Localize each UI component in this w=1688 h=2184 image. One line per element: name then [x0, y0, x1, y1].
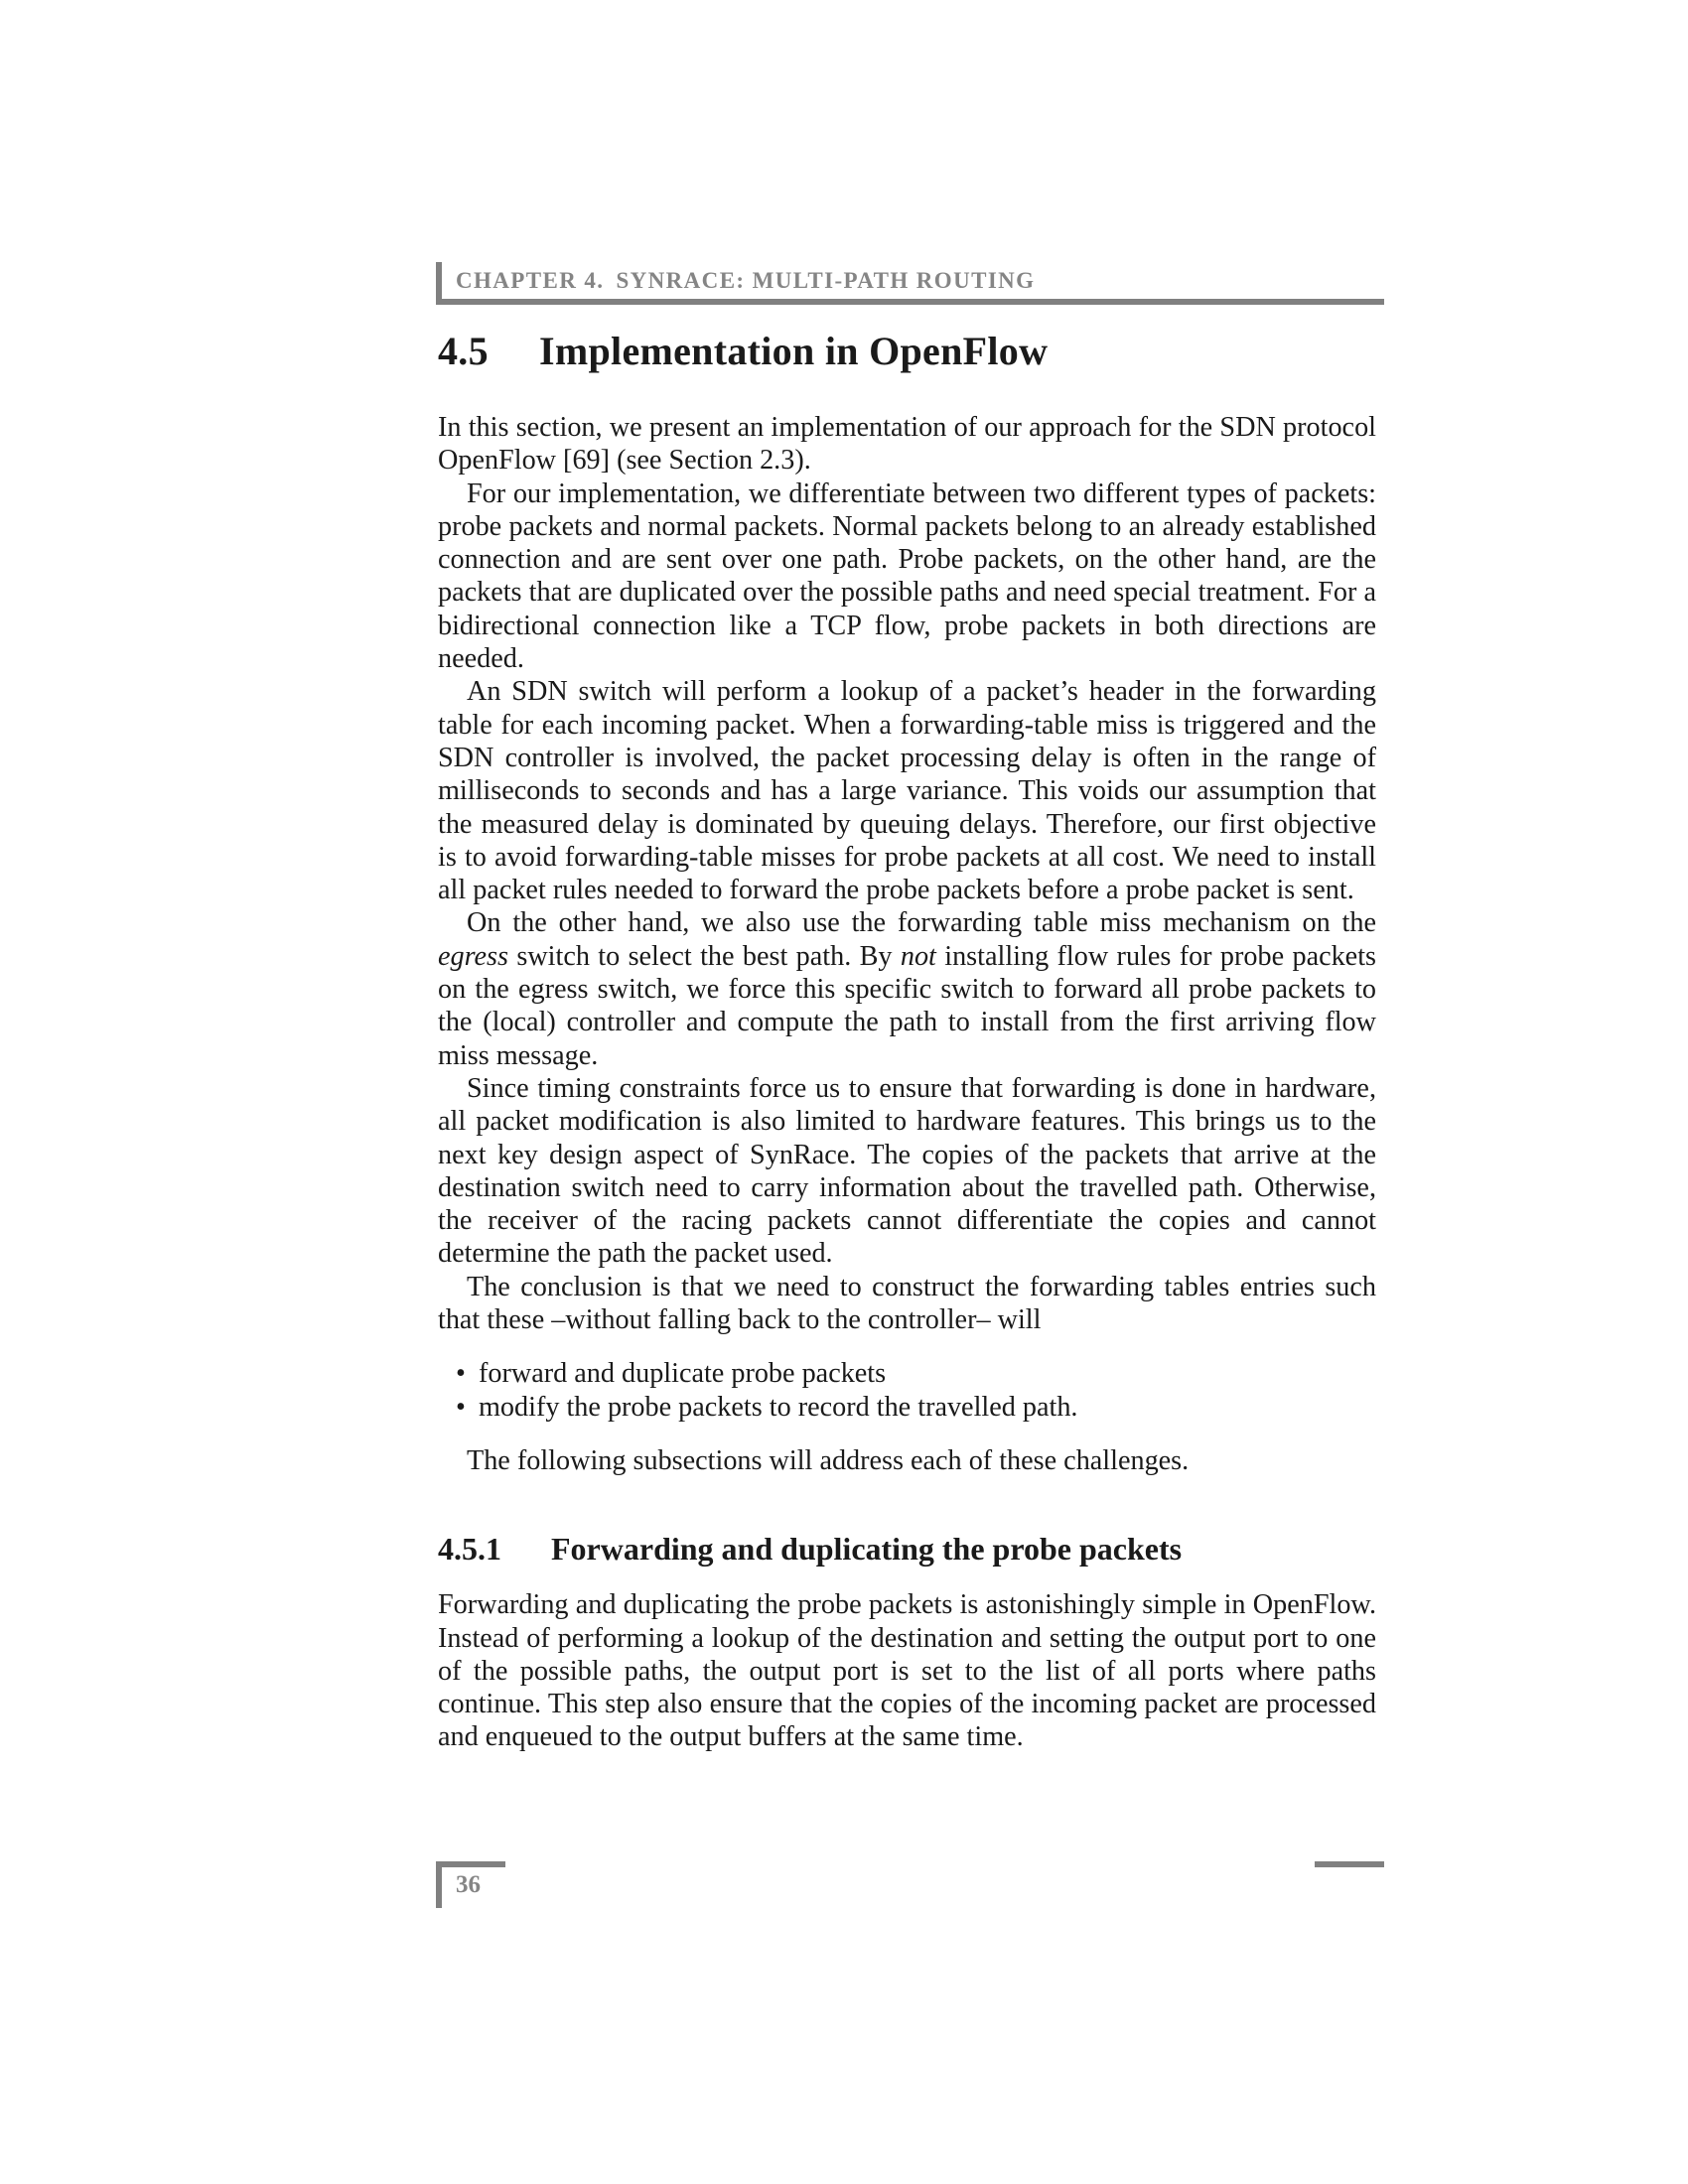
- bullet-dot-icon: •: [456, 1391, 466, 1423]
- header-text: [456, 268, 1035, 294]
- header-chapter: CHAPTER 4.: [456, 268, 605, 293]
- section-heading: [438, 328, 1376, 375]
- footer-rule-vertical: [436, 1861, 442, 1908]
- header-rule-horizontal: [436, 299, 1384, 305]
- header-chapter-title: SYNRACE: MULTI-PATH ROUTING: [616, 268, 1036, 293]
- paragraph-following: The following subsections will address each of these challenges.: [467, 1444, 1190, 1476]
- paragraph-conclusion: The conclusion is that we need to construct the forwarding tables entries such that these –without falling back to the controller– will: [438, 1271, 1376, 1336]
- list-item: [456, 1391, 1376, 1424]
- paragraph-lookup: An SDN switch will perform a lookup of a packet’s header in the forwarding table for each incoming packet. When a forwarding-table miss is triggered and the SDN controller is involved, the packet processing delay is often in the range of milliseconds to seconds and has a large variance. This voids our assumption that the measured delay is dominated by queuing delays. Therefore, our first objective is to avoid forwarding-table misses for probe packets at all cost. We need to install all packet rules needed to forward the probe packets before a probe packet is sent.: [438, 676, 1376, 906]
- section-title: Implementation in OpenFlow: [539, 329, 1049, 373]
- bullet-dot-icon: •: [456, 1358, 466, 1390]
- paragraph-forwarding: Forwarding and duplicating the probe packets is astonishingly simple in OpenFlow. Instead of performing a lookup of the destination and setting the output port to one of the possible paths, the output port is set to the list of all ports where paths continue. This step also ensure that the copies of the incoming packet are processed and enqueued to the output buffers at the same time.: [438, 1589, 1376, 1753]
- subsection-heading: [438, 1529, 1376, 1569]
- footer-rule-right: [1315, 1861, 1384, 1867]
- page-footer: [436, 1861, 505, 1908]
- subsection-title: Forwarding and duplicating the probe packets: [551, 1531, 1183, 1568]
- paragraph-egress-part-a: On the other hand, we also use the forwarding table miss mechanism on the: [467, 907, 1376, 939]
- paragraph-intro: In this section, we present an implementation of our approach for the SDN protocol OpenFlow [69] (see Section 2.3).: [438, 412, 1376, 477]
- paragraph-timing: Since timing constraints force us to ensure that forwarding is done in hardware, all packet modification is also limited to hardware features. This brings us to the next key design aspect of SynRace. The copies of the packets that arrive at the destination switch need to carry information about the travelled path. Otherwise, the receiver of the racing packets cannot differentiate the copies and cannot determine the path the packet used.: [438, 1072, 1376, 1270]
- bullet-list: [438, 1357, 1376, 1424]
- paragraph-egress: [438, 906, 1376, 1071]
- footer-rule-horizontal: [436, 1861, 505, 1867]
- emphasis-not: not: [900, 940, 936, 972]
- section-number: 4.5: [438, 329, 489, 373]
- paragraph-egress-part-b: switch to select the best path. By: [516, 940, 893, 972]
- emphasis-egress: egress: [438, 940, 508, 972]
- paragraph-egress-part-c: installing flow rules for probe packets on the egress switch, we force this specific switch to forward all probe packets to the (local) controller and compute the path to install from the first arriving flow miss message.: [438, 940, 1376, 1071]
- page-number: 36: [456, 1871, 481, 1898]
- list-item: [456, 1357, 1376, 1390]
- list-item-text: modify the probe packets to record the travelled path.: [479, 1391, 1078, 1423]
- subsection-number: 4.5.1: [438, 1531, 501, 1568]
- running-header: [436, 262, 1384, 305]
- page-body: [438, 328, 1376, 1754]
- list-item-text: forward and duplicate probe packets: [479, 1358, 887, 1390]
- paragraph-packet-types: For our implementation, we differentiate between two different types of packets: probe packets and normal packets. Normal packets belong to an already established connection and are sent over one path. Probe packets, on the other hand, are the packets that are duplicated over the possible paths and need special treatment. For a bidirectional connection like a TCP flow, probe packets in both directions are needed.: [438, 478, 1376, 675]
